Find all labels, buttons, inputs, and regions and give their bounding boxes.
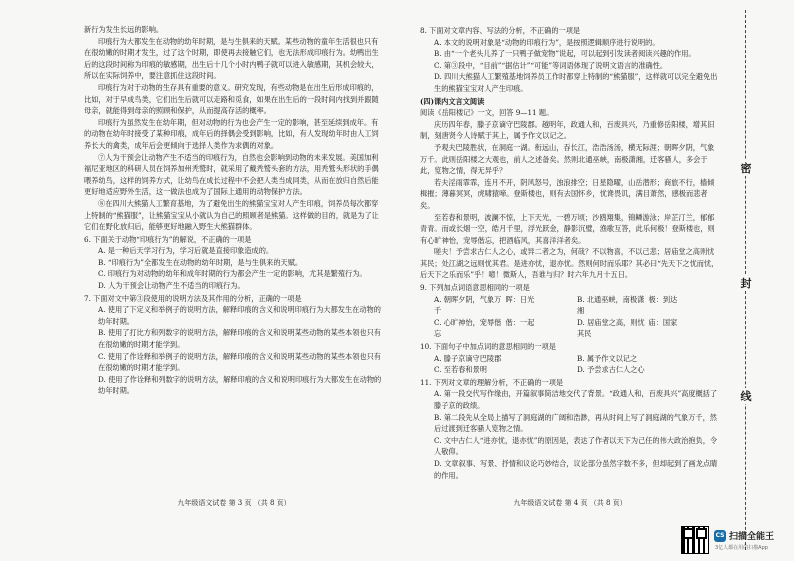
question-9-option-a-gloss: 晖：日光 bbox=[505, 294, 535, 304]
question-9-option-d: D. 居庙堂之高，则忧其民 bbox=[577, 317, 645, 339]
question-9-option-d-gloss: 庙：国家 bbox=[648, 317, 678, 327]
right-column bbox=[420, 24, 720, 481]
question-10-option-b: B. 属予作文以记之 bbox=[577, 353, 638, 363]
passage-paragraph: 至若春和景明，波澜不惊，上下天光，一碧万顷；沙鸥翔集，锦鳞游泳；岸芷汀兰，郁郁青青。而或长烟一空，皓月千里，浮光跃金，静影沉璧，渔歌互答，此乐何极！登斯楼也，则有心旷神怡，宠辱偕忘，把酒临风，其喜洋洋者矣。 bbox=[420, 212, 715, 245]
question-10-option-a: A. 滕子京谪守巴陵郡 bbox=[434, 353, 502, 363]
paragraph: 印痕行为对于动物的生存具有重要的意义。研究发现，有些动物是在出生后形成印痕的，比如，对于早成鸟类，它们出生后就可以走路和觅食，如果在出生后的一段时间内找到并跟随母亲，就能得到母亲的照顾和保护，从而提高存活的概率。 bbox=[84, 82, 379, 116]
question-9-option-c: C. 心旷神怡，宠辱偕忘 bbox=[434, 317, 502, 339]
question-8-option-c: C. 第③段中，“目前”“据估计”“可能”等词语体现了说明文语言的准确性。 bbox=[434, 60, 668, 70]
watermark-tagline: 3亿人都在用的扫描App bbox=[715, 545, 768, 551]
page-footer-left: 九年级语文试卷 第 3 页 （共 8 页） bbox=[177, 499, 291, 507]
question-9-option-a: A. 朝晖夕阴，气象万千 bbox=[434, 294, 502, 316]
question-9-option-b-gloss: 极：到达 bbox=[648, 294, 678, 304]
section-heading: (四)课内文言文阅读 bbox=[420, 96, 485, 106]
question-10-options-row bbox=[420, 353, 720, 365]
question-10-stem: 10. 下面句子中加点词的意思相同的一项是 bbox=[420, 342, 556, 352]
question-7-stem: 7. 下面对文中第③段使用的说明方法及其作用的分析，正确的一项是 bbox=[84, 293, 302, 303]
camscanner-logo-icon: CS bbox=[714, 530, 726, 542]
question-11-stem: 11. 下列对文章的理解分析，不正确的一项是 bbox=[420, 377, 564, 387]
paragraph: 新行为发生长远的影响。 bbox=[84, 25, 164, 34]
question-11-option-a: A. 第一段交代写作缘由，开篇叙事简洁地交代了背景。“政通人和，百废具兴”高度概括了滕子京的政绩。 bbox=[434, 389, 718, 410]
paragraph: 印痕行为虽然发生在幼年期，但对动物的行为也会产生一定的影响，甚至延续到成年。有的动物在幼年时接受了某种印痕，成年后的择偶会受到影响，比如，有人发现幼年时由人工饲养长大的禽类，成年后会更倾向于选择人类作为求偶的对象。 bbox=[84, 117, 379, 150]
question-8-stem: 8. 下面对文章内容、写法的分析，不正确的一项是 bbox=[420, 26, 581, 35]
question-7-option-b: B. 使用了打比方和列数字的说明方法，解释印痕的含义和说明某些动物的某些本领也只有在很幼嫩的时期才能学到。 bbox=[98, 328, 381, 350]
binding-char-feng: 封 bbox=[738, 275, 754, 291]
question-10-option-d: D. 予尝求古仁人之心 bbox=[577, 365, 645, 375]
question-10-options-row bbox=[420, 364, 720, 376]
question-7-option-c: C. 使用了作诠释和举例子的说明方法，解释印痕的含义和说明某些动物的某些本领也只有在很幼嫩的时期才能学到。 bbox=[98, 351, 381, 373]
question-11-option-c: C. 文中古仁人“进亦忧，退亦忧”的原因是，表达了作者以天下为己任的伟大政治抱负，令人敬仰。 bbox=[434, 435, 718, 457]
question-6-option-c: C. 印痕行为对动物的幼年和成年时期的行为都会产生一定的影响，尤其是繁殖行为。 bbox=[98, 269, 367, 279]
question-9-options-row bbox=[420, 317, 720, 340]
question-9-option-c-gloss: 偕：一起 bbox=[505, 317, 535, 327]
question-6-stem: 6. 下面关于动物“印痕行为”的解说，不正确的一项是 bbox=[84, 234, 252, 244]
reading-instruction: 阅读《岳阳楼记》一文，回答 9—11 题。 bbox=[420, 108, 554, 118]
passage-paragraph: 嗟夫！予尝求古仁人之心，或异二者之为，何哉？不以物喜，不以己悲；居庙堂之高则忧其民；处江湖之远则忧其君。是进亦忧，退亦忧。然则何时而乐耶？其必曰“先天下之忧而忧，后天下之乐而乐”乎！噫！微斯人，吾谁与归？时六年九月十五日。 bbox=[420, 247, 719, 280]
page-footer-right: 九年级语文试卷 第 4 页 （共 8 页） bbox=[513, 499, 627, 507]
scanner-watermark bbox=[682, 527, 792, 557]
binding-char-xian: 线 bbox=[738, 388, 754, 404]
watermark-app-name: 扫描全能王 bbox=[729, 532, 775, 542]
passage-paragraph: 庆历四年春，滕子京谪守巴陵郡。越明年，政通人和，百废具兴，乃重修岳阳楼，增其旧制，刻唐贤今人诗赋于其上，属予作文以记之。 bbox=[420, 119, 715, 141]
passage-paragraph: 若夫淫雨霏霏，连月不开，阴风怒号，浊浪排空；日星隐曜，山岳潜形；商旅不行，樯倾楫摧；薄暮冥冥，虎啸猿啼。登斯楼也，则有去国怀乡，忧谗畏讥，满目萧然，感极而悲者矣。 bbox=[420, 177, 715, 210]
question-8-option-b: B. 由“一个老头儿养了一只鸭子做宠物”说起，可以起到引发读者阅读兴趣的作用。 bbox=[434, 49, 696, 59]
qr-code-icon bbox=[682, 527, 708, 553]
binding-line bbox=[724, 10, 768, 550]
question-7-option-a: A. 使用了下定义和举例子的说明方法，解释印痕的含义和说明印痕行为大都发生在动物的幼年时期。 bbox=[98, 305, 381, 326]
left-column bbox=[84, 24, 384, 397]
paragraph: ⑧在四川大熊猫人工繁育基地，为了避免出生的熊猫宝宝对人产生印痕，饲养员每次都穿上特制的“熊猫服”，让熊猫宝宝从小就认为自己的照顾者是熊猫。这样做的目的，就是为了让它们在野化放归后，能够更好地融入野生大熊猫群体。 bbox=[84, 198, 379, 232]
question-8-option-a: A. 本文的说明对象是“动物的印痕行为”，是按照逻辑顺序进行说明的。 bbox=[434, 37, 660, 47]
question-9-stem: 9. 下列加点词语意思相同的一项是 bbox=[420, 283, 530, 293]
question-8-option-d: D. 四川大熊猫人工繁殖基地饲养员工作时都穿上特制的“熊猫服”，这样就可以完全避免出生的熊猫宝宝对人产生印痕。 bbox=[434, 72, 718, 93]
passage-paragraph: 予观夫巴陵胜状，在洞庭一湖。衔远山，吞长江，浩浩汤汤，横无际涯；朝晖夕阴，气象万千。此则岳阳楼之大观也，前人之述备矣。然则北通巫峡，南极潇湘，迁客骚人，多会于此，览物之情，得无异乎？ bbox=[420, 142, 715, 176]
question-11-option-b: B. 第二段先从全局上描写了洞庭湖的广阔和浩渺，再从时间上写了洞庭湖的气象万千，然后过渡到迁客骚人览物之情。 bbox=[434, 412, 717, 434]
question-6-option-d: D. 人为干预会让动物产生不适当的印痕行为。 bbox=[98, 281, 245, 291]
binding-char-mi: 密 bbox=[738, 160, 754, 176]
question-10-option-c: C. 至若春和景明 bbox=[434, 365, 487, 375]
question-7-option-d: D. 使用了作诠释和列数字的说明方法，解释印痕的含义和说明印痕行为大都发生在动物的幼年时期。 bbox=[98, 374, 382, 396]
paragraph: ⑦人为干预会让动物产生不适当的印痕行为，自然也会影响到动物的未来发展。美国加利福尼亚地区的科研人员在饲养加州秃鹫时，就采用了戴秃鹫头套的方法，用秃鹫头形状的手偶喂养幼鸟，这样的饲养方式，让幼鸟在成长过程中不会把人类当成同类，从而在放归自然后能更好地适应野外生活，这一做法也成为了国际上通用的动物保护方法。 bbox=[84, 152, 379, 197]
question-6-option-b: B. “印痕行为”全都发生在动物的幼年时期，是与生俱来的天赋。 bbox=[98, 257, 303, 267]
question-9-options-row bbox=[420, 294, 720, 317]
question-9-option-b: B. 北通巫峡，南极潇湘 bbox=[577, 294, 645, 316]
question-11-option-d: D. 文章叙事、写景、抒情和议论巧妙结合，议论部分虽然字数不多，但却起到了画龙点睛的作用。 bbox=[434, 458, 718, 480]
paragraph: 印痕行为大都发生在动物的幼年时期，是与生俱来的天赋。某些动物的童年生活很也只有在很幼嫩的时期才发生，过了这个时期，即使再去接触它们，也无法形成印痕行为。幼鸭出生后的这段时间称为印痕的敏感期，出生后十几个小时内鸭子就可以进入敏感期，其机会较大，所以在实际饲养中，要注意抓住这段时间。 bbox=[84, 36, 379, 81]
question-6-option-a: A. 是一种后天学习行为，学习后就是直接印象造成的。 bbox=[98, 246, 274, 256]
